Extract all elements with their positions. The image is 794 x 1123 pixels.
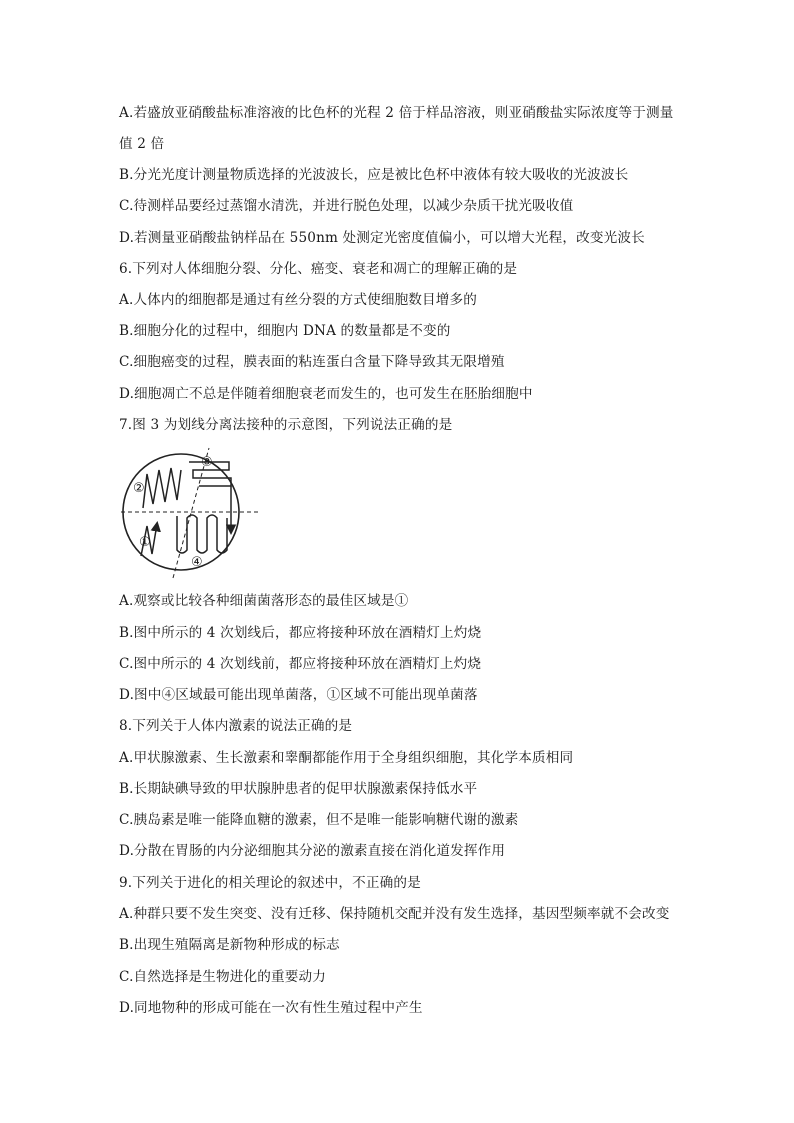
streak-region-4 (177, 515, 227, 553)
region-label-4: ④ (191, 555, 203, 570)
q6-option-d: D.细胞凋亡不总是伴随着细胞衰老而发生的，也可发生在胚胎细胞中 (119, 386, 533, 402)
q6-option-b: B.细胞分化的过程中，细胞内 DNA 的数量都是不变的 (119, 323, 451, 339)
q9-option-b: B.出现生殖隔离是新物种形成的标志 (119, 937, 340, 953)
q5-option-c: C.待测样品要经过蒸馏水清洗，并进行脱色处理，以减少杂质干扰光吸收值 (119, 198, 574, 214)
q8-option-c: C.胰岛素是唯一能降血糖的激素，但不是唯一能影响糖代谢的激素 (119, 812, 519, 828)
q6-stem: 6.下列对人体细胞分裂、分化、癌变、衰老和凋亡的理解正确的是 (119, 261, 518, 277)
q9-option-c: C.自然选择是生物进化的重要动力 (119, 969, 326, 985)
q7-option-d: D.图中④区域最可能出现单菌落，①区域不可能出现单菌落 (119, 687, 478, 703)
region-label-1: ① (139, 535, 151, 550)
q8-stem: 8.下列关于人体内激素的说法正确的是 (119, 718, 353, 734)
q8-option-d: D.分散在胃肠的内分泌细胞其分泌的激素直接在消化道发挥作用 (119, 843, 506, 859)
q5-option-a-line2: 值 2 倍 (119, 136, 165, 152)
streak-plate-figure (119, 446, 261, 579)
streak-region-2 (143, 468, 181, 508)
q9-option-a: A.种群只要不发生突变、没有迁移、保持随机交配并没有发生选择，基因型频率就不会改变 (119, 906, 670, 922)
q7-stem: 7.图 3 为划线分离法接种的示意图，下列说法正确的是 (119, 417, 453, 433)
q7-option-a: A.观察或比较各种细菌菌落形态的最佳区域是① (119, 593, 409, 609)
q5-option-d: D.若测量亚硝酸盐钠样品在 550nm 处测定光密度值偏小，可以增大光程，改变光波长 (119, 230, 645, 246)
q9-option-d: D.同地物种的形成可能在一次有性生殖过程中产生 (119, 1000, 423, 1016)
q7-option-c: C.图中所示的 4 次划线前，都应将接种环放在酒精灯上灼烧 (119, 656, 482, 672)
region-label-3: ③ (201, 455, 213, 470)
q8-option-a: A.甲状腺激素、生长激素和睾酮都能作用于全身组织细胞，其化学本质相同 (119, 750, 574, 766)
region-label-2: ② (133, 481, 145, 496)
q6-option-a: A.人体内的细胞都是通过有丝分裂的方式使细胞数目增多的 (119, 292, 478, 308)
q5-option-a-line1: A.若盛放亚硝酸盐标准溶液的比色杯的光程 2 倍于样品溶液，则亚硝酸盐实际浓度等于测量 (119, 105, 674, 121)
q6-option-c: C.细胞癌变的过程，膜表面的粘连蛋白含量下降导致其无限增殖 (119, 354, 505, 370)
q9-stem: 9.下列关于进化的相关理论的叙述中，不正确的是 (119, 875, 421, 891)
q8-option-b: B.长期缺碘导致的甲状腺肿患者的促甲状腺激素保持低水平 (119, 781, 478, 797)
q5-option-b: B.分光光度计测量物质选择的光波波长，应是被比色杯中液体有较大吸收的光波波长 (119, 167, 629, 183)
streak-plate-diagram (119, 446, 261, 579)
q7-option-b: B.图中所示的 4 次划线后，都应将接种环放在酒精灯上灼烧 (119, 625, 482, 641)
